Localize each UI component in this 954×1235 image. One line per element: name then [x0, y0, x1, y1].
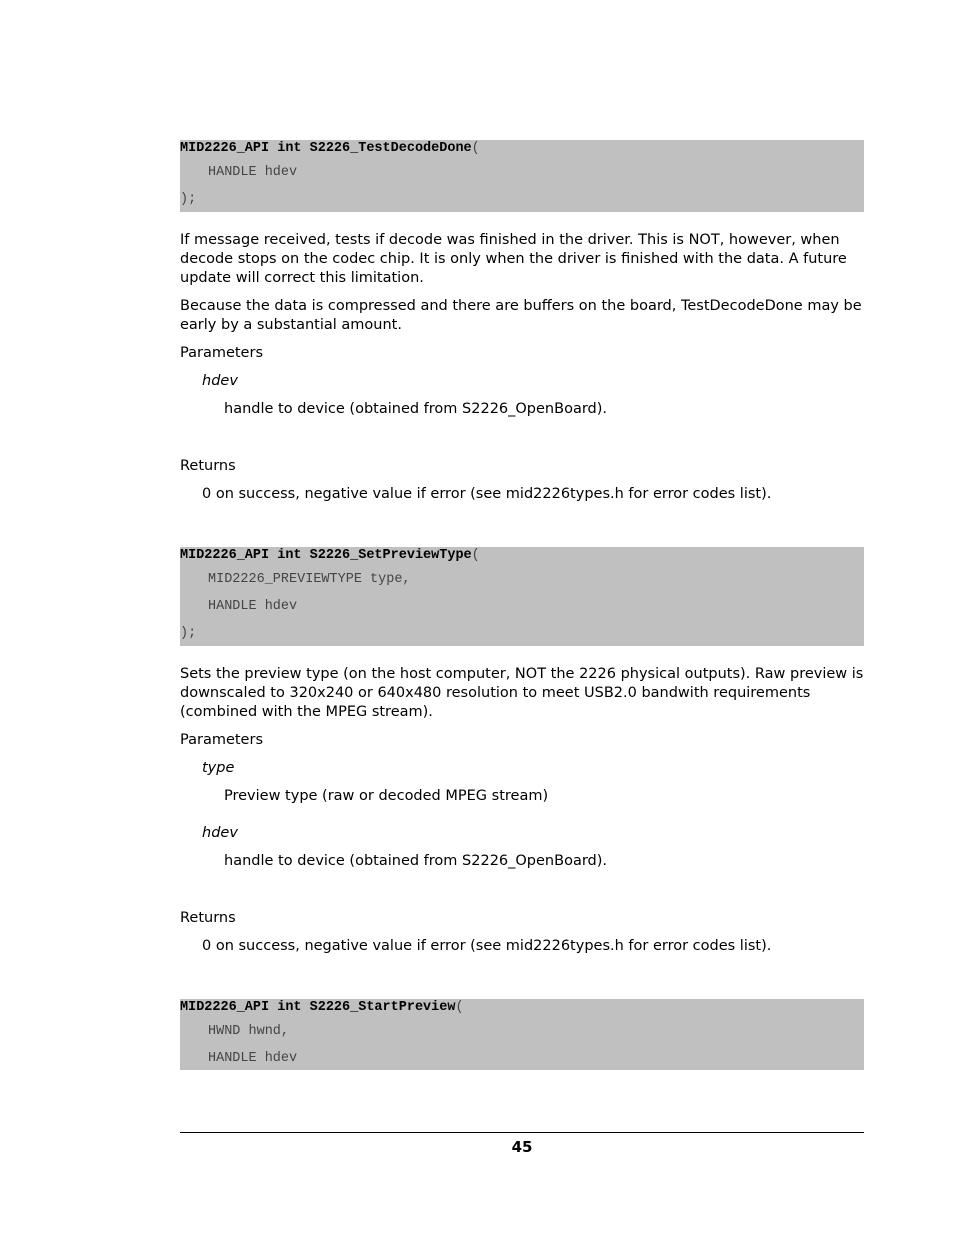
function-signature: MID2226_API int S2226_SetPreviewType: [180, 548, 472, 563]
signature-line: [180, 140, 864, 164]
code-block-startpreview: [180, 999, 864, 1070]
page-content: [180, 140, 864, 1070]
page-number: 45: [511, 1138, 533, 1156]
param-name: hdev: [202, 373, 238, 389]
open-paren: (: [471, 141, 480, 156]
param-desc: handle to device (obtained from S2226_OpenBoard).: [224, 853, 608, 869]
param-name: type: [202, 760, 235, 776]
code-arg: HANDLE hdev: [208, 165, 298, 180]
function-signature: MID2226_API int S2226_StartPreview: [180, 1000, 456, 1015]
code-arg: HWND hwnd,: [208, 1024, 290, 1039]
description-paragraph: If message received, tests if decode was finished in the driver. This is NOT, however, when decode stops on the codec chip. It is only when the driver is finished with the data. A future update will correct this limitation.: [180, 232, 847, 286]
parameters-label: Parameters: [180, 345, 263, 361]
open-paren: (: [455, 1000, 464, 1015]
code-arg: HANDLE hdev: [208, 1051, 298, 1066]
returns-desc: 0 on success, negative value if error (see mid2226types.h for error codes list).: [202, 486, 772, 502]
code-arg: HANDLE hdev: [208, 599, 298, 614]
code-close: );: [180, 192, 197, 207]
footer-rule: [180, 1132, 864, 1133]
description-paragraph: Sets the preview type (on the host computer, NOT the 2226 physical outputs). Raw preview is downscaled to 320x240 or 640x480 resolution to meet USB2.0 bandwith requirements (combined with the MPEG stream).: [180, 666, 864, 720]
param-desc: Preview type (raw or decoded MPEG stream): [224, 788, 549, 804]
returns-label: Returns: [180, 458, 236, 474]
code-arg: MID2226_PREVIEWTYPE type,: [208, 572, 411, 587]
returns-label: Returns: [180, 910, 236, 926]
signature-line: [180, 999, 864, 1023]
returns-desc: 0 on success, negative value if error (see mid2226types.h for error codes list).: [202, 938, 772, 954]
open-paren: (: [471, 548, 480, 563]
code-block-setpreviewtype: [180, 547, 864, 646]
description-paragraph: Because the data is compressed and there are buffers on the board, TestDecodeDone may be early by a substantial amount.: [180, 298, 862, 333]
parameters-label: Parameters: [180, 732, 263, 748]
function-signature: MID2226_API int S2226_TestDecodeDone: [180, 141, 472, 156]
param-desc: handle to device (obtained from S2226_OpenBoard).: [224, 401, 608, 417]
code-block-testdecodedone: [180, 140, 864, 212]
code-close: );: [180, 626, 197, 641]
param-name: hdev: [202, 825, 238, 841]
signature-line: [180, 547, 864, 571]
